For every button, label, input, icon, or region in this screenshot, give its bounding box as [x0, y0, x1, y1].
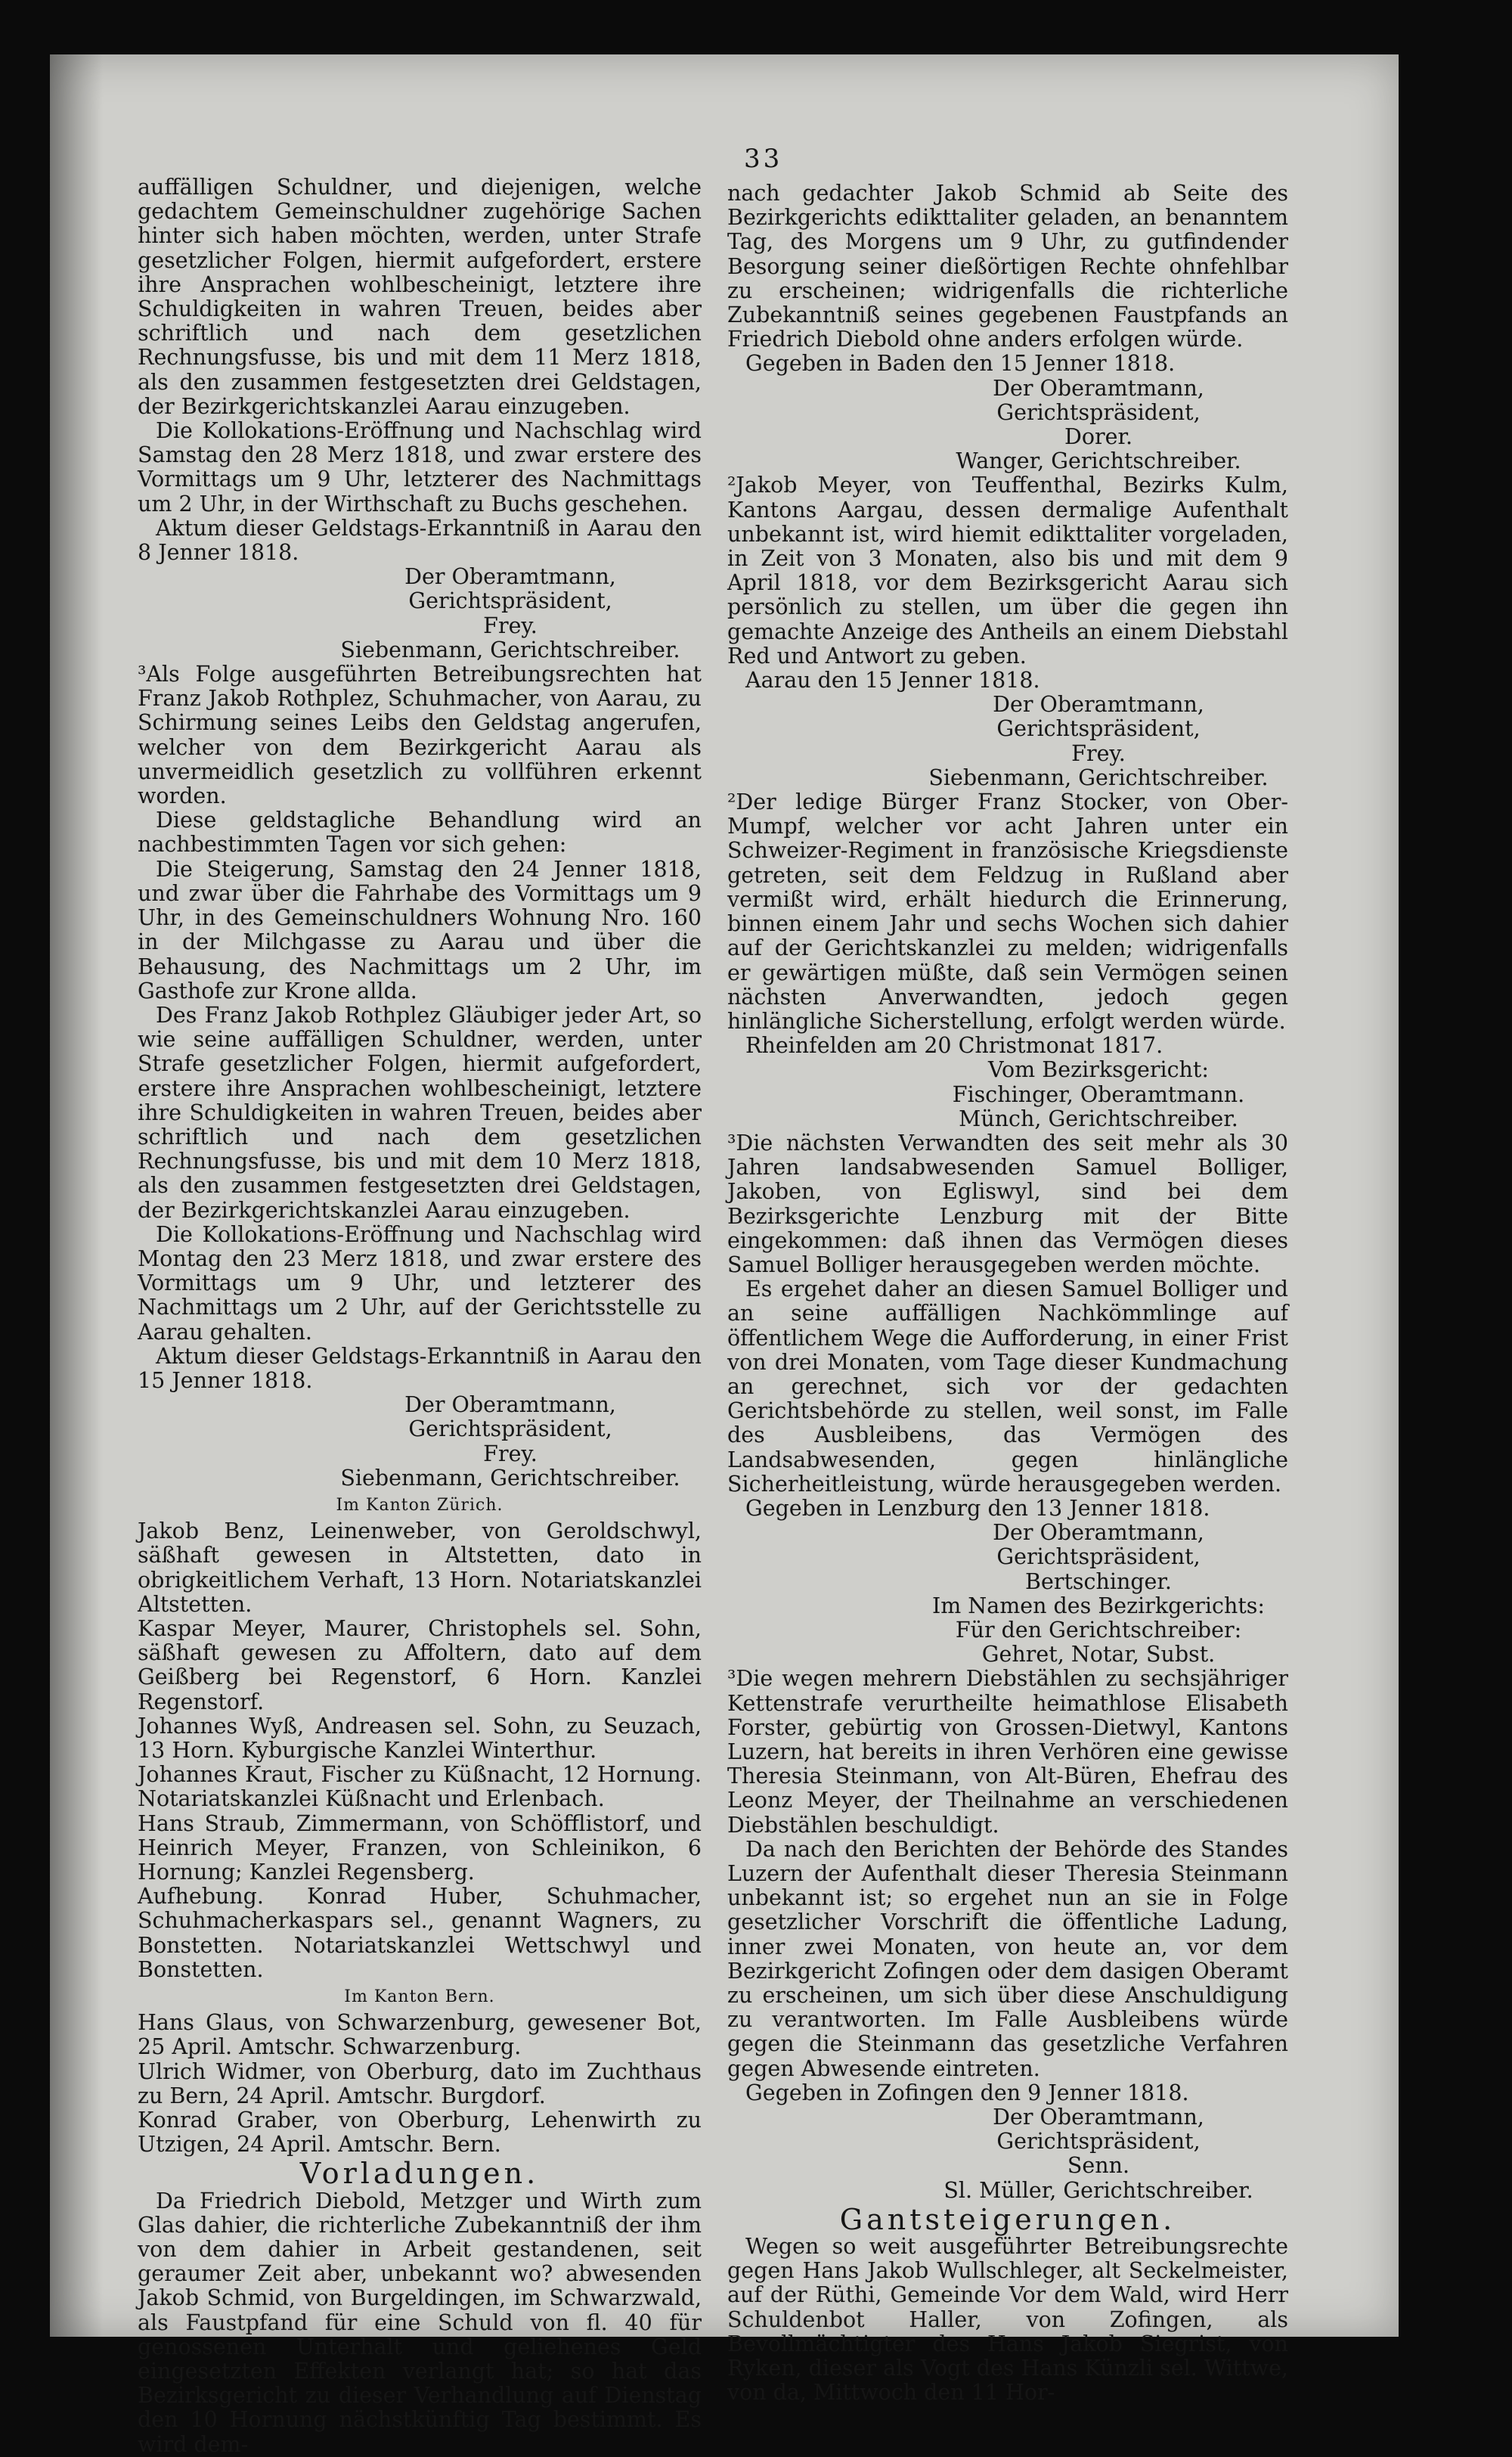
paragraph: Des Franz Jakob Rothplez Gläubiger jeder Art, so wie seine auffälligen Schuldner, werden, unter Strafe gesetzlicher Folgen, hiermit aufgefordert, erstere ihre Ansprachen wohlbescheinigt, letztere ihre Schuldigkeiten in wahren Treuen, beides aber schriftlich und nach dem gesetzlichen Rechnungsfusse, bis und mit dem 10 Merz 1818, als den zusammen festgesetzten drei Geldstagen, der Bezirkgerichtskanzlei Aarau einzugeben.	[138, 1002, 702, 1223]
dateline: Aarau den 15 Jenner 1818.	[745, 668, 1040, 693]
list-item: Hans Glaus, von Schwarzenburg, gewesener Bot, 25 April. Amtschr. Schwarzenburg.	[138, 2010, 702, 2060]
signature-clerk: Gehret, Notar, Subst.	[981, 1642, 1216, 1667]
page-number: 33	[744, 144, 783, 174]
paragraph: auffälligen Schuldner, und diejenigen, welche gedachtem Gemeinschuldner zugehörige Sachen hinter sich haben möchten, werden, unter Strafe gesetzlicher Folgen, hiermit aufgefordert, erstere ihre Ansprachen wohlbescheinigt, letztere ihre Schuldigkeiten in wahren Treuen, beides aber schriftlich und nach dem gesetzlichen Rechnungsfusse, bis und mit dem 11 Merz 1818, als den zusammen festgesetzten drei Geldstagen, der Bezirkgerichtskanzlei Aarau einzugeben.	[138, 175, 702, 419]
paragraph: ²Jakob Meyer, von Teuffenthal, Bezirks Kulm, Kantons Aargau, dessen dermalige Aufenthalt unbekannt ist, wird hiemit edikttaliter vorgeladen, in Zeit von 3 Monaten, also bis und mit dem 9 April 1818, vor dem Bezirksgericht Aarau sich persönlich zu stellen, um über die gegen ihn gemachte Anzeige des Antheils an einem Diebstahl Red und Antwort zu geben.	[727, 473, 1288, 669]
paragraph: Da nach den Berichten der Behörde des Standes Luzern der Aufenthalt dieser Theresia Steinmann unbekannt ist; so ergehet nun an sie in Folge gesetzlicher Vorschrift die öffentliche Ladung, inner zwei Monaten, von heute an, vor dem Bezirkgericht Zofingen oder dem dasigen Oberamt zu erscheinen, um sich über diese Anschuldigung zu verantworten. Im Falle Ausbleibens würde gegen die Steinmann das gesetzliche Verfahren gegen Abwesende eintreten.	[727, 1836, 1288, 2081]
signature-line: Der Oberamtmann, Gerichtspräsident,	[993, 375, 1204, 425]
list-item: Johannes Wyß, Andreasen sel. Sohn, zu Seuzach, 13 Horn. Kyburgische Kanzlei Winterthur.	[138, 1713, 702, 1763]
right-column	[727, 181, 1288, 2405]
list-item: Aufhebung. Konrad Huber, Schuhmacher, Schuhmacherkaspars sel., genannt Wagners, zu Bonstetten. Notariatskanzlei Wettschwyl und Bonstetten.	[138, 1884, 702, 1982]
signature-name: Dorer.	[1064, 424, 1133, 450]
section-heading: Vorladungen.	[299, 2157, 540, 2191]
signature-line: Im Namen des Bezirkgerichts:	[931, 1593, 1266, 1618]
signature-clerk: Siebenmann, Gerichtschreiber.	[928, 765, 1269, 790]
paragraph: ³Als Folge ausgeführten Betreibungsrechten hat Franz Jakob Rothplez, Schuhmacher, von Aarau, zu Schirmung seines Leibs den Geldstag angerufen, welcher von dem Bezirkgericht Aarau als unvermeidlich gesetzlich zu vollführen erkennt worden.	[138, 662, 702, 809]
paragraph: Wegen so weit ausgeführter Betreibungsrechte gegen Hans Jakob Wullschleger, alt Seckelmeister, auf der Rüthi, Gemeinde Vor dem Wald, wird Herr Schuldenbot Haller, von Zofingen, als Bevollmächtigter des Hans Jakob Siegrist, von Ryken, dieser als Vogt des Hans Künzli sel. Wittwe, von da, Mittwoch den 11 Hor-	[727, 2234, 1288, 2406]
list-item: Konrad Graber, von Oberburg, Lehenwirth zu Utzigen, 24 April. Amtschr. Bern.	[138, 2108, 702, 2158]
signature-line: Der Oberamtmann, Gerichtspräsident,	[993, 1520, 1204, 1570]
dateline: Gegeben in Zofingen den 9 Jenner 1818.	[745, 2080, 1189, 2105]
dateline: Gegeben in Baden den 15 Jenner 1818.	[745, 351, 1176, 377]
list-item: Johannes Kraut, Fischer zu Küßnacht, 12 Hornung. Notariatskanzlei Küßnacht und Erlenbach.	[138, 1762, 702, 1812]
paragraph: Da Friedrich Diebold, Metzger und Wirth zum Glas dahier, die richterliche Zubekanntniß der ihm von dem dahier in Arbeit gestandenen, seit geraumer Zeit aber, unbekannt wo? abwesenden Jakob Schmid, von Burgeldingen, im Schwarzwald, als Faustpfand für eine Schuld von fl. 40 für genossenen Unterhalt und geliehenes Geld eingesetzten Effekten verlangt hat; so hat das Bezirksgericht zu dieser Verhandlung auf Dienstag den 10 Hornung nächstkünftig Tag bestimmt. Es wird dem-	[138, 2188, 702, 2457]
signature-line: Der Oberamtmann, Gerichtspräsident,	[993, 2105, 1204, 2155]
signature-line: Der Oberamtmann, Gerichtspräsident,	[993, 692, 1204, 742]
paragraph: Aktum dieser Geldstags-Erkanntniß in Aarau den 15 Jenner 1818.	[138, 1343, 702, 1393]
signature-line: Vom Bezirksgericht:	[988, 1057, 1209, 1083]
signature-clerk: Sl. Müller, Gerichtschreiber.	[943, 2177, 1253, 2203]
paragraph: Die Kollokations-Eröffnung und Nachschlag wird Samstag den 28 Merz 1818, und zwar erstere des Vormittags um 9 Uhr, letzterer des Nachmittags um 2 Uhr, in der Wirthschaft zu Buchs geschehen.	[138, 418, 702, 517]
paragraph: ²Der ledige Bürger Franz Stocker, von Ober-Mumpf, welcher vor acht Jahren unter ein Schweizer-Regiment in französische Kriegsdienste getreten, seit dem Feldzug in Rußland aber vermißt wird, erhält hiedurch die Erinnerung, binnen einem Jahr und sechs Wochen sich dahier auf der Gerichtskanzlei zu melden; widrigenfalls er gewärtigen müßte, daß sein Vermögen seinen nächsten Anverwandten, jedoch gegen hinlängliche Sicherstellung, erfolgt werden würde.	[727, 790, 1288, 1034]
list-item: Kaspar Meyer, Maurer, Christophels sel. Sohn, säßhaft gewesen zu Affoltern, dato auf dem Geißberg bei Regenstorf, 6 Horn. Kanzlei Regenstorf.	[138, 1615, 702, 1714]
paragraph: Aktum dieser Geldstags-Erkanntniß in Aarau den 8 Jenner 1818.	[138, 515, 702, 566]
paragraph: nach gedachter Jakob Schmid ab Seite des Bezirkgerichts edikttaliter geladen, an benanntem Tag, des Morgens um 9 Uhr, zu gutfindender Besorgung seiner dießörtigen Rechte ohnfehlbar zu erscheinen; widrigenfalls die richterliche Zubekanntniß seines gegebenen Faustpfands an Friedrich Diebold ohne anders erfolgen würde.	[727, 181, 1288, 352]
signature-clerk: Siebenmann, Gerichtschreiber.	[340, 637, 680, 662]
signature-clerk: Münch, Gerichtschreiber.	[959, 1106, 1238, 1131]
paragraph: Die Kollokations-Eröffnung und Nachschlag wird Montag den 23 Merz 1818, und zwar erstere des Vormittags um 9 Uhr, und letzterer des Nachmittags um 2 Uhr, auf der Gerichtsstelle zu Aarau gehalten.	[138, 1221, 702, 1345]
list-item: Ulrich Widmer, von Oberburg, dato im Zuchthaus zu Bern, 24 April. Amtschr. Burgdorf.	[138, 2058, 702, 2108]
signature-name: Bertschinger.	[1025, 1568, 1172, 1594]
list-item: Jakob Benz, Leinenweber, von Geroldschwyl, säßhaft gewesen in Altstetten, dato in obrigkeitlichem Verhaft, 13 Horn. Notariatskanzlei Altstetten.	[138, 1519, 702, 1617]
signature-line: Für den Gerichtschreiber:	[955, 1617, 1242, 1643]
signature-name: Frey.	[1071, 740, 1126, 766]
signature-name: Senn.	[1067, 2153, 1130, 2179]
signature-line: Der Oberamtmann, Gerichtspräsident,	[404, 564, 616, 614]
paragraph: Die Steigerung, Samstag den 24 Jenner 1818, und zwar über die Fahrhabe des Vormittags um 9 Uhr, in des Gemeinschuldners Wohnung Nro. 160 in der Milchgasse zu Aarau und über die Behausung, des Nachmittags um 2 Uhr, im Gasthofe zur Krone allda.	[138, 856, 702, 1004]
signature-name: Frey.	[483, 1441, 538, 1466]
paragraph: ³Die wegen mehrern Diebstählen zu sechsjähriger Kettenstrafe verurtheilte heimathlose Elisabeth Forster, gebürtig von Grossen-Dietwyl, Kantons Luzern, hat bereits in ihren Verhören eine gewisse Theresia Steinmann, von Alt-Büren, Ehefrau des Leonz Meyer, der Theilnahme an verschiedenen Diebstählen beschuldigt.	[727, 1666, 1288, 1838]
signature-name: Fischinger, Oberamtmann.	[952, 1081, 1245, 1107]
paragraph: Es ergehet daher an diesen Samuel Bolliger und an seine auffälligen Nachkömmlinge auf öffentlichem Wege die Aufforderung, in einer Frist von drei Monaten, vom Tage dieser Kundmachung an gerechnet, sich vor der gedachten Gerichtsbehörde zu stellen, weil sonst, im Falle des Ausbleibens, das Vermögen des Landsabwesenden, gegen hinlängliche Sicherheitleistung, würde herausgegeben werden.	[727, 1277, 1288, 1497]
section-heading: Gantsteigerungen.	[839, 2202, 1176, 2236]
signature-line: Der Oberamtmann, Gerichtspräsident,	[404, 1392, 616, 1442]
list-item: Hans Straub, Zimmermann, von Schöfflistorf, und Heinrich Meyer, Franzen, von Schleinikon, 6 Hornung; Kanzlei Regensberg.	[138, 1810, 702, 1885]
signature-clerk: Siebenmann, Gerichtschreiber.	[340, 1465, 680, 1491]
dateline: Rheinfelden am 20 Christmonat 1817.	[745, 1033, 1163, 1059]
signature-clerk: Wanger, Gerichtschreiber.	[956, 448, 1241, 474]
paragraph: Diese geldstagliche Behandlung wird an nachbestimmten Tagen vor sich gehen:	[138, 808, 702, 858]
section-subheading: Im Kanton Zürich.	[336, 1495, 503, 1515]
dateline: Gegeben in Lenzburg den 13 Jenner 1818.	[745, 1495, 1210, 1521]
left-column	[138, 175, 702, 2457]
section-subheading: Im Kanton Bern.	[344, 1987, 495, 2007]
signature-name: Frey.	[483, 613, 538, 638]
paragraph: ³Die nächsten Verwandten des seit mehr als 30 Jahren landsabwesenden Samuel Bolliger, Jakoben, von Egliswyl, sind bei dem Bezirksgerichte Lenzburg mit der Bitte eingekommen: daß ihnen das Vermögen dieses Samuel Bolliger herausgegeben werden möchte.	[727, 1130, 1288, 1277]
